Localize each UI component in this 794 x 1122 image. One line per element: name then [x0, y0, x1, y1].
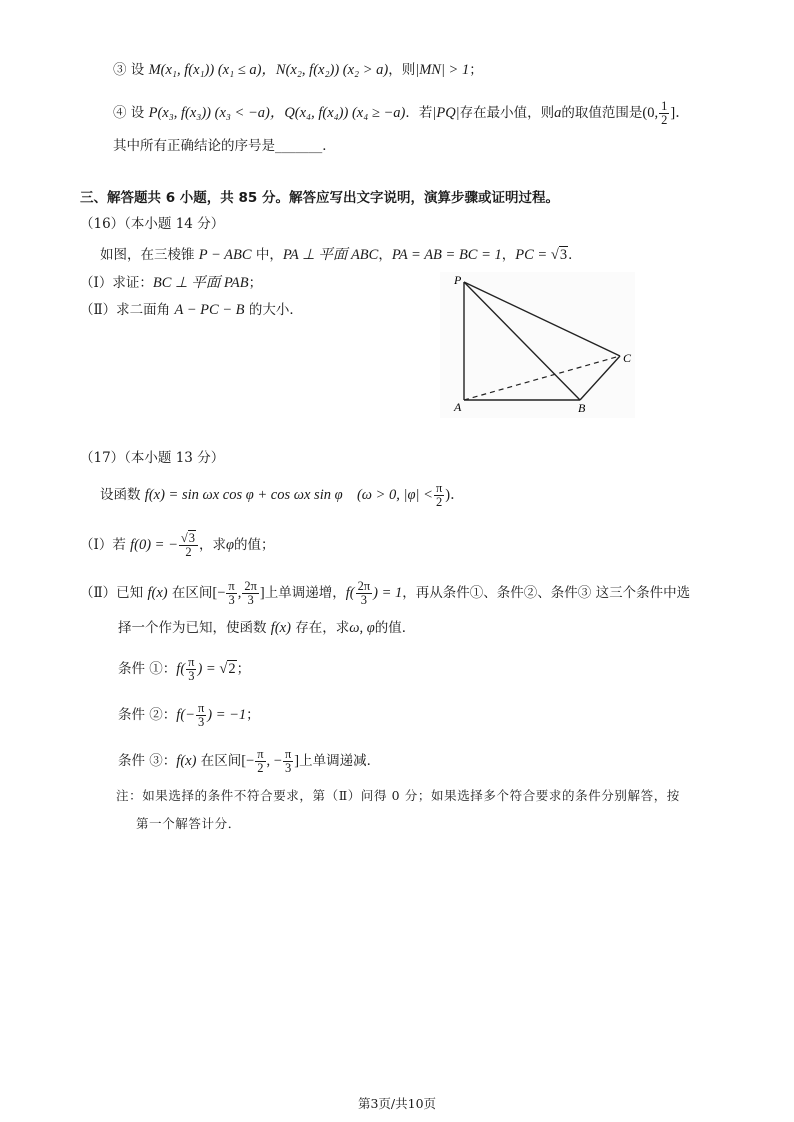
text: ，则 [388, 62, 416, 78]
math: ) = −1 [207, 707, 247, 723]
math: BC ⊥ 平面 PAB [152, 275, 249, 291]
math: f(x) [270, 620, 291, 636]
math: ]． [670, 105, 690, 121]
edge-bc [580, 356, 620, 400]
math: [− [212, 585, 226, 601]
edge-pc [464, 282, 620, 356]
math: P(x₃, f(x₃)) (x₃ < −a)，Q(x₄, f(x₄)) (x₄ ≥ −a) [148, 105, 406, 121]
text: ； [469, 62, 483, 78]
math: PC = [515, 247, 551, 263]
math: PA = AB = BC = 1 [391, 247, 502, 263]
condition-1 [118, 656, 250, 683]
math: ] [259, 585, 265, 601]
numerator: π [435, 481, 443, 495]
fraction [255, 748, 265, 775]
denominator: 3 [197, 715, 205, 729]
sqrt: √2 [219, 661, 236, 677]
text: 上单调递减． [299, 753, 381, 769]
numerator: π [228, 579, 235, 593]
denominator: 3 [285, 761, 292, 775]
pyramid-figure [440, 272, 635, 418]
text: （Ⅱ）已知 [80, 585, 148, 601]
text: 中， [251, 247, 283, 263]
text: ．若 [405, 105, 433, 121]
radicand: 2 [228, 661, 236, 677]
math: )． [445, 487, 465, 503]
label-c: C [623, 351, 632, 365]
fraction [196, 702, 206, 729]
math: f(0) = − [130, 537, 178, 553]
text: 设 [126, 62, 145, 78]
text: ； [246, 707, 260, 723]
label-p: P [454, 273, 462, 287]
text: 条件 ①： [118, 661, 177, 677]
text: 条件 ②： [118, 707, 177, 723]
edge-ac-hidden [464, 356, 620, 400]
math: f( [345, 585, 355, 601]
q16-header: （16）（本小题 14 分） [80, 216, 225, 232]
numerator: π [257, 747, 264, 761]
text: 如图，在三棱锥 [100, 247, 199, 263]
pyramid-diagram [440, 272, 635, 418]
math: f(x) [176, 753, 197, 769]
text: 设函数 [100, 487, 145, 503]
denominator: 2 [185, 545, 192, 559]
q16-part1 [80, 273, 262, 293]
math: P − ABC [198, 247, 252, 263]
fraction [179, 532, 198, 559]
math: , [237, 585, 242, 601]
fraction [283, 748, 293, 775]
numerator: π [284, 747, 292, 761]
text: （Ⅱ）求二面角 [80, 302, 175, 318]
q16-stem [100, 245, 582, 265]
math: f(x) = sin ωx cos φ + cos ωx sin φ [144, 487, 343, 503]
fraction [186, 656, 196, 683]
numerator: 2π [357, 579, 371, 593]
text: 上单调递增， [264, 585, 346, 601]
item-3 [113, 60, 483, 80]
label-a: A [454, 400, 462, 414]
q17-part2 [80, 580, 690, 607]
text: （Ⅰ）若 [80, 537, 131, 553]
radicand: 3 [559, 247, 568, 263]
page-footer: 第3页/共10页 [357, 1096, 437, 1111]
numerator: √3 [179, 532, 198, 546]
denominator: 3 [247, 593, 254, 607]
math: ω, φ [349, 620, 375, 636]
text: 的值． [374, 620, 416, 636]
text: 存在，求 [290, 620, 350, 636]
math: M(x₁, f(x₁)) (x₁ ≤ a)，N(x₂, f(x₂)) (x₂ > a) [148, 62, 389, 78]
item-marker: ③ [113, 62, 127, 78]
denominator: 3 [228, 593, 235, 607]
denominator: 2 [257, 761, 264, 775]
text: 条件 ③： [118, 753, 177, 769]
text: 存在最小值，则 [459, 105, 555, 121]
section-heading: 三、解答题共 6 小题，共 85 分。解答应写出文字说明，演算步骤或证明过程。 [80, 190, 559, 206]
math: f( [176, 661, 186, 677]
item-marker: ④ [113, 105, 127, 121]
fraction [356, 580, 373, 607]
text: 择一个作为已知，使函数 [118, 620, 271, 636]
text: 在区间 [196, 753, 242, 769]
text: （Ⅰ）求证： [80, 275, 153, 291]
label-b: B [578, 401, 586, 415]
math: ) = [197, 661, 220, 677]
math: (0, [642, 105, 659, 121]
math: PA ⊥ 平面 ABC [282, 247, 379, 263]
fraction [226, 580, 236, 607]
text: ． [568, 247, 582, 263]
fraction [434, 482, 444, 509]
text: 设 [126, 105, 145, 121]
radicand: 3 [188, 531, 196, 545]
fill-in-line: 其中所有正确结论的序号是_______． [113, 138, 336, 154]
numerator: π [197, 701, 205, 715]
math: [− [241, 753, 255, 769]
math: A − PC − B [174, 302, 245, 318]
q17-stem [100, 482, 465, 509]
text: ； [236, 661, 251, 677]
sqrt: √3 [550, 247, 568, 263]
q17-header: （17）（本小题 13 分） [80, 450, 225, 466]
fraction [659, 100, 669, 127]
numerator: 2π [244, 579, 257, 593]
math: |PQ| [432, 105, 460, 121]
edge-pb [464, 282, 580, 400]
math: a [554, 105, 562, 121]
text: 的值； [234, 537, 275, 553]
text: 的大小． [244, 302, 303, 318]
denominator: 2 [661, 113, 668, 127]
item-4 [113, 100, 690, 127]
condition-2 [118, 702, 260, 729]
text: ， [501, 247, 516, 263]
math: f(x) [147, 585, 168, 601]
q17-part2-line2 [118, 618, 415, 638]
math: ) = 1 [373, 585, 403, 601]
denominator: 3 [188, 669, 195, 683]
note-line-2: 第一个解答计分． [136, 816, 241, 831]
text: ，求 [199, 537, 227, 553]
denominator: 2 [435, 495, 443, 509]
q17-part1 [80, 532, 275, 559]
math: (ω > 0, |φ| < [356, 487, 433, 503]
text: ， [378, 247, 392, 263]
fraction [242, 580, 259, 607]
text: 的取值范围是 [561, 105, 643, 121]
denominator: 3 [360, 593, 368, 607]
condition-3 [118, 748, 380, 775]
q16-part2 [80, 300, 303, 320]
math: ] [294, 753, 300, 769]
math: , − [266, 753, 282, 769]
numerator: π [188, 655, 195, 669]
text: 在区间 [167, 585, 213, 601]
numerator: 1 [661, 99, 668, 113]
math: f(− [176, 707, 195, 723]
math: |MN| > 1 [415, 62, 470, 78]
text: ，再从条件①、条件②、条件③ 这三个条件中选 [402, 585, 691, 601]
note-line-1: 注：如果选择的条件不符合要求，第（Ⅱ）问得 0 分；如果选择多个符合要求的条件分别解答，按 [116, 788, 680, 803]
math: φ [226, 537, 235, 553]
text: ； [248, 275, 263, 291]
